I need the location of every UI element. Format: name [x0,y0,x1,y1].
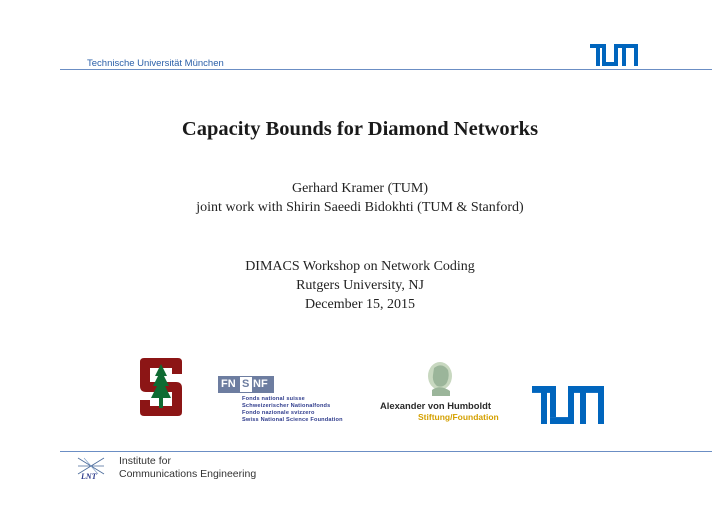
header-institution: Technische Universität München [87,58,224,69]
humboldt-subtitle: Stiftung/Foundation [418,412,499,422]
snf-line-3: Fondo nazionale svizzero [242,410,315,416]
lnt-logo-icon [76,456,106,480]
snf-line-4: Swiss National Science Foundation [242,417,343,423]
snf-mark-icon: FN S NF [218,376,274,393]
tum-logo-icon [590,44,638,66]
event-location: Rutgers University, NJ [296,278,424,293]
snf-line-1: Fonds national suisse [242,396,305,402]
humboldt-portrait-icon [422,360,458,396]
footer-institute-line-1: Institute for [119,455,171,467]
humboldt-name: Alexander von Humboldt [380,400,491,411]
event-date: December 15, 2015 [304,297,416,312]
coauthor-line: joint work with Shirin Saeedi Bidokhti (TUM & Stanford) [196,200,524,215]
event-name: DIMACS Workshop on Network Coding [245,259,475,274]
footer-institute-line-2: Communications Engineering [119,468,257,480]
snf-line-2: Schweizerischer Nationalfonds [242,403,331,409]
humboldt-logo [378,360,510,428]
snf-logo [218,376,360,428]
author-line: Gerhard Kramer (TUM) [291,181,429,196]
lnt-logo-text: LNT [81,472,97,480]
header-divider [60,69,712,70]
footer-divider [60,451,712,452]
tum-logo-large-icon [532,386,604,424]
snf-mark-left: FN [221,378,236,390]
snf-mark-right: NF [253,378,268,390]
stanford-logo-icon [138,354,184,420]
slide-title: Capacity Bounds for Diamond Networks [181,118,539,140]
